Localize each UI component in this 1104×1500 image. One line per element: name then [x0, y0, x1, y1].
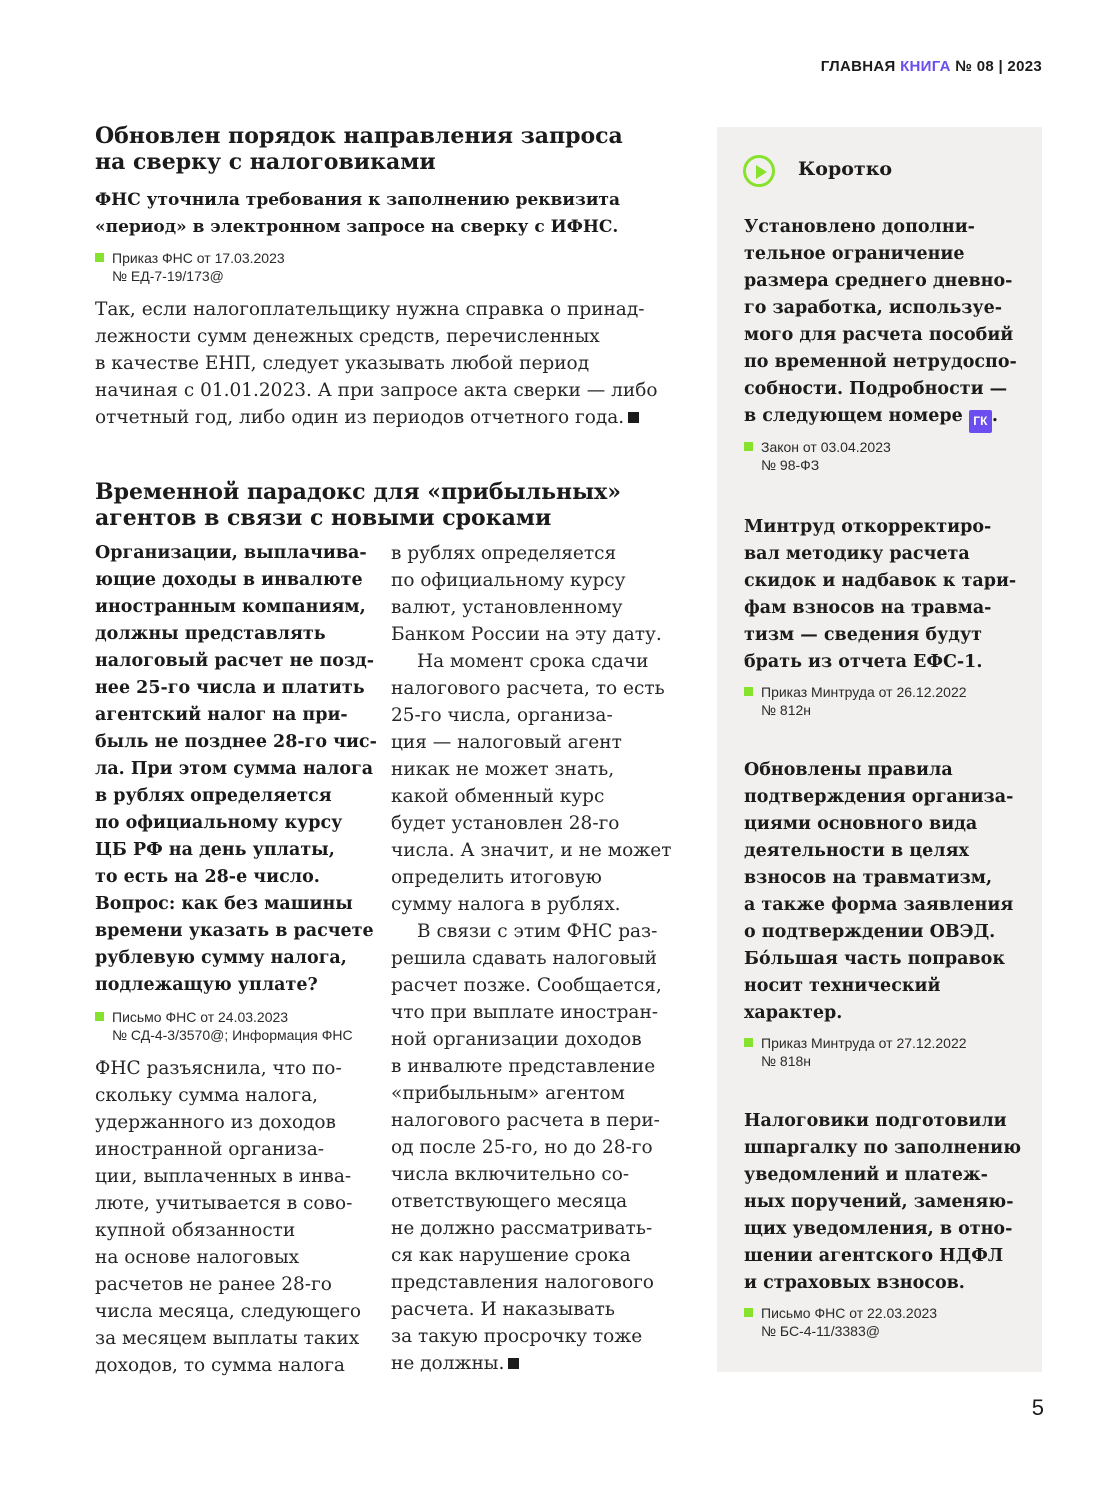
body-line: будет установлен 28-го [391, 813, 620, 834]
body-line: ции, выплаченных в инва- [95, 1166, 352, 1187]
news-line: Минтруд откорректиро- [744, 517, 992, 537]
issue-number: № 08 | 2023 [955, 58, 1042, 75]
body-line: за такую просрочку тоже [391, 1326, 643, 1347]
news-line: Установлено дополни- [744, 217, 975, 237]
news-line: шпаргалку по заполнению [744, 1138, 1022, 1158]
news-source [761, 1034, 967, 1070]
news-line: взносов на травматизм, [744, 868, 993, 888]
body-line: расчет позже. Сообщается, [391, 975, 662, 996]
sidebar-title: Коротко [798, 158, 893, 180]
lead-line: рублевую сумму налога, [95, 948, 347, 968]
magazine-name: ГЛАВНАЯ [820, 58, 896, 75]
news-source [761, 683, 967, 719]
bullet-square-icon [744, 687, 753, 696]
news-line: Бóльшая часть поправок [744, 949, 1005, 969]
bullet-square-icon [744, 1308, 753, 1317]
article1-lead-line: «период» в электронном запросе на сверку с ИФНС. [95, 217, 619, 237]
magazine-header [821, 58, 1042, 75]
news-item: Установлено дополни- тельное ограничение размера среднего дневно- го заработка, используе- мого для расчета пособий по временной нетрудоспо- собности. Подробности — в следующем номере ГК . [744, 214, 1034, 433]
news-line: го заработка, используе- [744, 298, 1003, 318]
article2-title-line: агентов в связи с новыми сроками [95, 505, 552, 531]
body-line: 25-го числа, организа- [391, 705, 613, 726]
news-line: Налоговики подготовили [744, 1111, 1007, 1131]
news-line: скидок и надбавок к тари- [744, 571, 1017, 591]
body-line: валют, установленному [391, 597, 623, 618]
body-line: не должны. [391, 1353, 505, 1374]
news-line: ных поручений, заменяю- [744, 1192, 1014, 1212]
lead-line: нее 25-го числа и платить [95, 678, 365, 698]
article2-title-line: Временной парадокс для «прибыльных» [95, 479, 622, 505]
body-line: «прибыльным» агентом [391, 1083, 625, 1104]
news-line: шении агентского НДФЛ [744, 1246, 1004, 1266]
article2-title [95, 479, 675, 531]
body-line: решила сдавать налоговый [391, 948, 657, 969]
news-source-line: Приказ Минтруда от 26.12.2022 [761, 684, 967, 700]
news-source-line: Закон от 03.04.2023 [761, 439, 891, 455]
body-line: представления налогового [391, 1272, 654, 1293]
body-line: ответствующего месяца [391, 1191, 628, 1212]
news-item [744, 757, 1034, 1027]
end-of-story-icon [628, 412, 639, 423]
body-line: налогового расчета, то есть [391, 678, 665, 699]
news-line: характер. [744, 1003, 843, 1023]
article1-title-line: на сверку с налоговиками [95, 149, 436, 175]
news-line: и страховых взносов. [744, 1273, 965, 1293]
news-line: уведомлений и платеж- [744, 1165, 988, 1185]
news-source-line: Письмо ФНС от 22.03.2023 [761, 1305, 938, 1321]
article1-source-line: Приказ ФНС от 17.03.2023 [112, 250, 285, 266]
body-line: числа. А значит, и не может [391, 840, 672, 861]
body-line: ция — налоговый агент [391, 732, 622, 753]
bullet-square-icon [95, 1012, 104, 1021]
body-line: налогового расчета в пери- [391, 1110, 660, 1131]
news-source-line: № БС-4-11/3383@ [761, 1323, 880, 1339]
bullet-square-icon [95, 253, 104, 262]
lead-line: времени указать в расчете [95, 921, 374, 941]
lead-line: быль не позднее 28-го чис- [95, 732, 377, 752]
body-line: числа включительно со- [391, 1164, 630, 1185]
paragraph [391, 540, 711, 648]
paragraph [391, 918, 711, 1377]
article2-col2-body [391, 540, 711, 1377]
body-line: иностранной организа- [95, 1139, 325, 1160]
news-item [744, 514, 1034, 676]
news-item [744, 1108, 1034, 1297]
body-line: в инвалюте представление [391, 1056, 656, 1077]
news-line: фам взносов на травма- [744, 598, 992, 618]
news-source-line: № 98-ФЗ [761, 457, 820, 473]
body-line: сумму налога в рублях. [391, 894, 621, 915]
article2-source-line: Письмо ФНС от 24.03.2023 [112, 1009, 289, 1025]
bullet-square-icon [744, 1038, 753, 1047]
body-line: доходов, то сумма налога [95, 1355, 345, 1376]
lead-line: то есть на 28-е число. [95, 867, 320, 887]
body-line: купной обязанности [95, 1220, 296, 1241]
news-line: щих уведомления, в отно- [744, 1219, 1013, 1239]
news-line: тельное ограничение [744, 244, 965, 264]
article2-source [112, 1008, 353, 1044]
news-source-line: № 818н [761, 1053, 811, 1069]
news-line: в следующем номере [744, 406, 963, 426]
body-line: од после 25-го, но до 28-го [391, 1137, 653, 1158]
article1-title [95, 123, 675, 175]
body-line: не должно рассматривать- [391, 1218, 653, 1239]
article1-lead [95, 187, 695, 241]
news-line: подтверждения организа- [744, 787, 1014, 807]
news-line: а также форма заявления [744, 895, 1014, 915]
briefly-sidebar [717, 127, 1042, 1372]
news-line: мого для расчета пособий [744, 325, 1014, 345]
news-source-line: № 812н [761, 702, 811, 718]
news-line: брать из отчета ЕФС-1. [744, 652, 983, 672]
lead-line: ла. При этом сумма налога [95, 759, 374, 779]
lead-line: ЦБ РФ на день уплаты, [95, 840, 335, 860]
article1-body [95, 296, 705, 431]
body-line: за месяцем выплаты таких [95, 1328, 360, 1349]
body-line: ной организации доходов [391, 1029, 642, 1050]
page-number: 5 [1031, 1395, 1044, 1420]
news-line: Обновлены правила [744, 760, 953, 780]
body-line: в рублях определяется [391, 543, 617, 564]
body-line: начиная с 01.01.2023. А при запросе акта сверки — либо [95, 380, 658, 401]
article2-lead [95, 540, 380, 999]
body-line: по официальному курсу [391, 570, 626, 591]
body-line: люте, учитывается в сово- [95, 1193, 353, 1214]
body-line: числа месяца, следующего [95, 1301, 362, 1322]
news-source-line: Приказ Минтруда от 27.12.2022 [761, 1035, 967, 1051]
bullet-square-icon [744, 442, 753, 451]
article1-title-line: Обновлен порядок направления запроса [95, 123, 623, 149]
lead-line: налоговый расчет не позд- [95, 651, 375, 671]
body-line: Банком России на эту дату. [391, 624, 662, 645]
lead-line: подлежащую уплате? [95, 975, 318, 995]
article2-source-line: № СД-4-3/3570@; Информация ФНС [112, 1027, 353, 1043]
article2-col1-body [95, 1055, 385, 1379]
body-line: определить итоговую [391, 867, 602, 888]
news-line: вал методику расчета [744, 544, 970, 564]
news-line: носит технический [744, 976, 941, 996]
body-line: лежности сумм денежных средств, перечисленных [95, 326, 600, 347]
lead-line: в рублях определяется [95, 786, 332, 806]
lead-line: Организации, выплачива- [95, 543, 367, 563]
play-icon [743, 155, 775, 187]
body-line: в качестве ЕНП, следует указывать любой период [95, 353, 590, 374]
body-line: удержанного из доходов [95, 1112, 336, 1133]
paragraph [391, 648, 711, 918]
magazine-name-accent: КНИГА [900, 58, 951, 75]
body-line: В связи с этим ФНС раз- [417, 921, 658, 942]
body-line: ФНС разъяснила, что по- [95, 1058, 342, 1079]
news-line: циями основного вида [744, 814, 978, 834]
lead-line: Вопрос: как без машины [95, 894, 353, 914]
news-line: по временной нетрудоспо- [744, 352, 1017, 372]
body-line: на основе налоговых [95, 1247, 300, 1268]
end-of-story-icon [508, 1358, 519, 1369]
article1-source [112, 249, 285, 285]
body-line: На момент срока сдачи [417, 651, 649, 672]
lead-line: иностранным компаниям, [95, 597, 366, 617]
news-line: тизм — сведения будут [744, 625, 983, 645]
news-line: собности. Подробности — [744, 379, 1008, 399]
body-line: какой обменный курс [391, 786, 605, 807]
body-line: ся как нарушение срока [391, 1245, 631, 1266]
body-line: отчетный год, либо один из периодов отчетного года. [95, 407, 625, 428]
body-line: расчета. И наказывать [391, 1299, 615, 1320]
body-line: Так, если налогоплательщику нужна справка о принад- [95, 299, 645, 320]
lead-line: должны представлять [95, 624, 326, 644]
body-line: скольку сумма налога, [95, 1085, 319, 1106]
gk-logo-icon: ГК [969, 410, 992, 433]
body-line: что при выплате иностран- [391, 1002, 659, 1023]
news-line: размера среднего дневно- [744, 271, 1013, 291]
news-line: о подтверждении ОВЭД. [744, 922, 996, 942]
news-source [761, 1304, 937, 1340]
body-line: расчетов не ранее 28-го [95, 1274, 332, 1295]
lead-line: ющие доходы в инвалюте [95, 570, 363, 590]
lead-line: по официальному курсу [95, 813, 343, 833]
article1-lead-line: ФНС уточнила требования к заполнению реквизита [95, 190, 620, 210]
news-line: деятельности в целях [744, 841, 969, 861]
news-source [761, 438, 891, 474]
sidebar-header [743, 155, 1023, 195]
lead-line: агентский налог на при- [95, 705, 348, 725]
body-line: никак не может знать, [391, 759, 615, 780]
article1-source-line: № ЕД-7-19/173@ [112, 268, 224, 284]
